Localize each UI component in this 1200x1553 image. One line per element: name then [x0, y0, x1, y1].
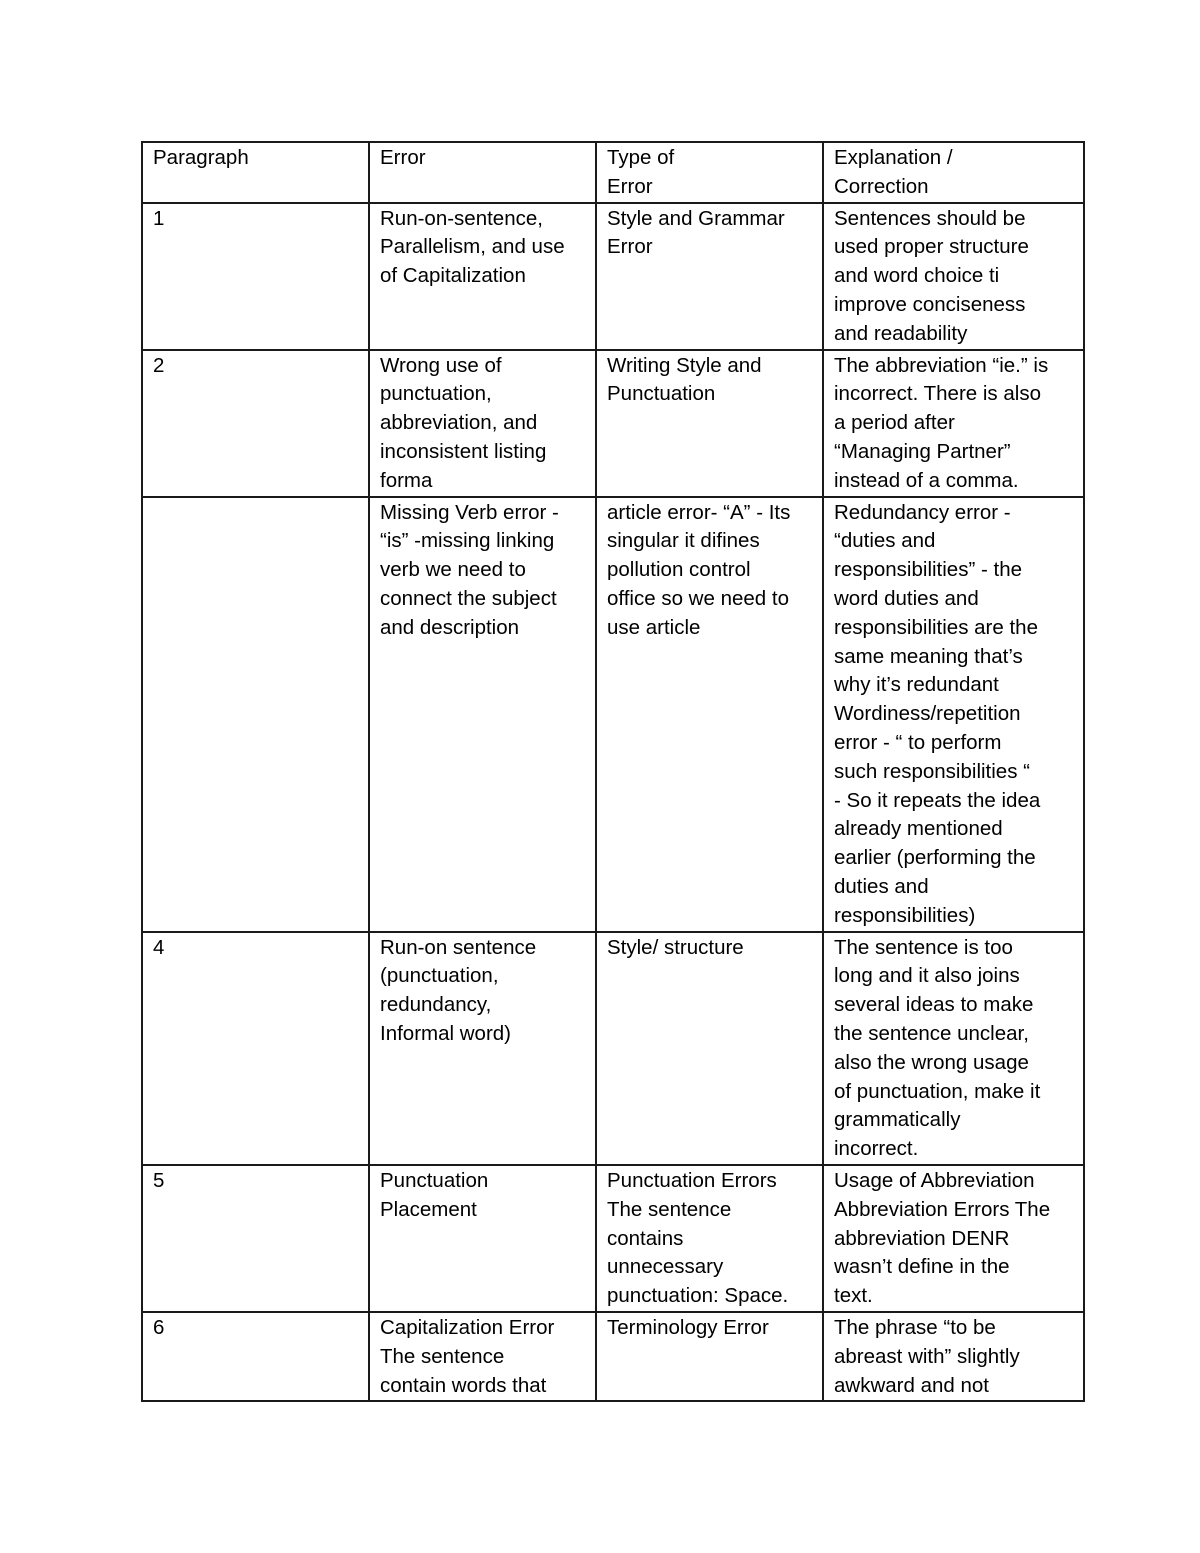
cell-text-line: same meaning that’s — [834, 644, 1023, 668]
cell-text-line: Writing Style and — [607, 353, 762, 377]
error-analysis-table — [141, 141, 1085, 1402]
cell-paragraph — [142, 1165, 369, 1312]
cell-text-line: connect the subject — [380, 586, 557, 610]
cell-type-of-error — [596, 203, 823, 350]
cell-text-line: Punctuation — [607, 382, 716, 406]
header-error: Error — [369, 142, 596, 203]
cell-text-line: 1 — [153, 206, 165, 230]
cell-text-line: abbreviation, and — [380, 411, 538, 435]
cell-text-line: Punctuation Errors — [607, 1168, 777, 1192]
table-row — [142, 1165, 1084, 1312]
cell-paragraph — [142, 350, 369, 497]
table-row — [142, 1312, 1084, 1401]
cell-text-line: long and it also joins — [834, 964, 1020, 988]
cell-text-line: punctuation: Space. — [607, 1284, 789, 1308]
cell-text-line: “Managing Partner” — [834, 439, 1011, 463]
cell-text-line: 2 — [153, 353, 165, 377]
cell-paragraph — [142, 1312, 369, 1401]
cell-text-line: inconsistent listing — [380, 439, 547, 463]
cell-text-line: Wrong use of — [380, 353, 502, 377]
cell-text-line: already mentioned — [834, 817, 1003, 841]
cell-text-line: improve conciseness — [834, 292, 1026, 316]
cell-text-line: unnecessary — [607, 1255, 724, 1279]
cell-text-line: Informal word) — [380, 1021, 512, 1045]
header-type-of-error: Type of Error — [596, 142, 823, 203]
cell-text-line: 5 — [153, 1168, 165, 1192]
cell-explanation — [823, 1312, 1084, 1401]
cell-text-line: used proper structure — [834, 235, 1029, 259]
cell-text-line: abbreviation DENR — [834, 1226, 1010, 1250]
cell-text-line: Run-on-sentence, — [380, 206, 543, 230]
cell-text-line: and description — [380, 615, 520, 639]
cell-text-line: “is” -missing linking — [380, 529, 555, 553]
cell-text-line: 4 — [153, 935, 165, 959]
cell-error — [369, 1165, 596, 1312]
cell-text-line: duties and — [834, 874, 929, 898]
cell-text-line: and word choice ti — [834, 264, 1000, 288]
cell-text-line: Style/ structure — [607, 935, 744, 959]
table-header-row — [142, 142, 1084, 203]
cell-text-line: also the wrong usage — [834, 1050, 1029, 1074]
cell-error — [369, 932, 596, 1165]
cell-text-line: forma — [380, 468, 433, 492]
cell-text-line: Parallelism, and use — [380, 235, 565, 259]
cell-text-line: The sentence — [607, 1197, 732, 1221]
cell-text-line: Terminology Error — [607, 1315, 769, 1339]
cell-text-line: pollution control — [607, 558, 751, 582]
cell-type-of-error — [596, 497, 823, 932]
cell-text-line: of Capitalization — [380, 264, 526, 288]
cell-text-line: Punctuation — [380, 1168, 489, 1192]
cell-text-line: wasn’t define in the — [834, 1255, 1010, 1279]
cell-text-line: “duties and — [834, 529, 936, 553]
cell-text-line: - So it repeats the idea — [834, 788, 1041, 812]
cell-text-line: Capitalization Error — [380, 1315, 555, 1339]
cell-type-of-error — [596, 350, 823, 497]
cell-explanation — [823, 1165, 1084, 1312]
cell-text-line: such responsibilities “ — [834, 759, 1030, 783]
cell-text-line: and readability — [834, 321, 968, 345]
cell-text-line: office so we need to — [607, 586, 789, 610]
header-paragraph: Paragraph — [142, 142, 369, 203]
cell-text-line: of punctuation, make it — [834, 1079, 1041, 1103]
cell-text-line: The sentence — [380, 1344, 505, 1368]
cell-text-line: responsibilities) — [834, 903, 976, 927]
cell-type-of-error — [596, 1312, 823, 1401]
cell-error — [369, 203, 596, 350]
cell-text-line: The abbreviation “ie.” is — [834, 353, 1049, 377]
cell-explanation — [823, 932, 1084, 1165]
cell-text-line: contain words that — [380, 1373, 547, 1397]
cell-text-line: why it’s redundant — [834, 673, 999, 697]
cell-text-line: Abbreviation Errors The — [834, 1197, 1051, 1221]
cell-text-line: the sentence unclear, — [834, 1021, 1029, 1045]
cell-text-line: grammatically — [834, 1108, 961, 1132]
cell-text-line: text. — [834, 1284, 873, 1308]
cell-text-line: a period after — [834, 411, 955, 435]
cell-text-line: Run-on sentence — [380, 935, 537, 959]
cell-error — [369, 497, 596, 932]
cell-error — [369, 1312, 596, 1401]
header-explanation-correction: Explanation / Correction — [823, 142, 1084, 203]
table-row — [142, 203, 1084, 350]
cell-text-line: Wordiness/repetition — [834, 702, 1021, 726]
cell-text-line: earlier (performing the — [834, 846, 1036, 870]
cell-text-line: responsibilities are the — [834, 615, 1038, 639]
cell-text-line: awkward and not — [834, 1373, 989, 1397]
cell-text-line: Redundancy error - — [834, 500, 1011, 524]
cell-explanation — [823, 497, 1084, 932]
cell-type-of-error — [596, 1165, 823, 1312]
cell-text-line: The phrase “to be — [834, 1315, 996, 1339]
cell-text-line: error - “ to perform — [834, 730, 1002, 754]
cell-text-line: (punctuation, — [380, 964, 499, 988]
cell-text-line: contains — [607, 1226, 684, 1250]
cell-text-line: singular it difines — [607, 529, 760, 553]
cell-text-line: Usage of Abbreviation — [834, 1168, 1035, 1192]
cell-paragraph — [142, 932, 369, 1165]
cell-text-line: punctuation, — [380, 382, 492, 406]
cell-text-line: several ideas to make — [834, 993, 1034, 1017]
cell-error — [369, 350, 596, 497]
cell-text-line: Error — [607, 235, 653, 259]
cell-text-line: instead of a comma. — [834, 468, 1019, 492]
cell-paragraph — [142, 497, 369, 932]
table-row — [142, 350, 1084, 497]
cell-text-line: Sentences should be — [834, 206, 1026, 230]
cell-text-line: The sentence is too — [834, 935, 1013, 959]
cell-text-line: responsibilities” - the — [834, 558, 1022, 582]
cell-text-line: verb we need to — [380, 558, 526, 582]
cell-explanation — [823, 203, 1084, 350]
cell-text-line: redundancy, — [380, 993, 492, 1017]
table-row — [142, 497, 1084, 932]
cell-text-line: article error- “A” - Its — [607, 500, 791, 524]
cell-text-line: Style and Grammar — [607, 206, 785, 230]
cell-text-line: incorrect. — [834, 1137, 919, 1161]
cell-text-line: incorrect. There is also — [834, 382, 1041, 406]
cell-text-line: word duties and — [834, 586, 979, 610]
cell-text-line: Placement — [380, 1197, 477, 1221]
cell-explanation — [823, 350, 1084, 497]
cell-text-line: abreast with” slightly — [834, 1344, 1020, 1368]
cell-text-line: 6 — [153, 1315, 165, 1339]
cell-type-of-error — [596, 932, 823, 1165]
cell-text-line: use article — [607, 615, 701, 639]
cell-text-line: Missing Verb error - — [380, 500, 559, 524]
table-row — [142, 932, 1084, 1165]
cell-paragraph — [142, 203, 369, 350]
